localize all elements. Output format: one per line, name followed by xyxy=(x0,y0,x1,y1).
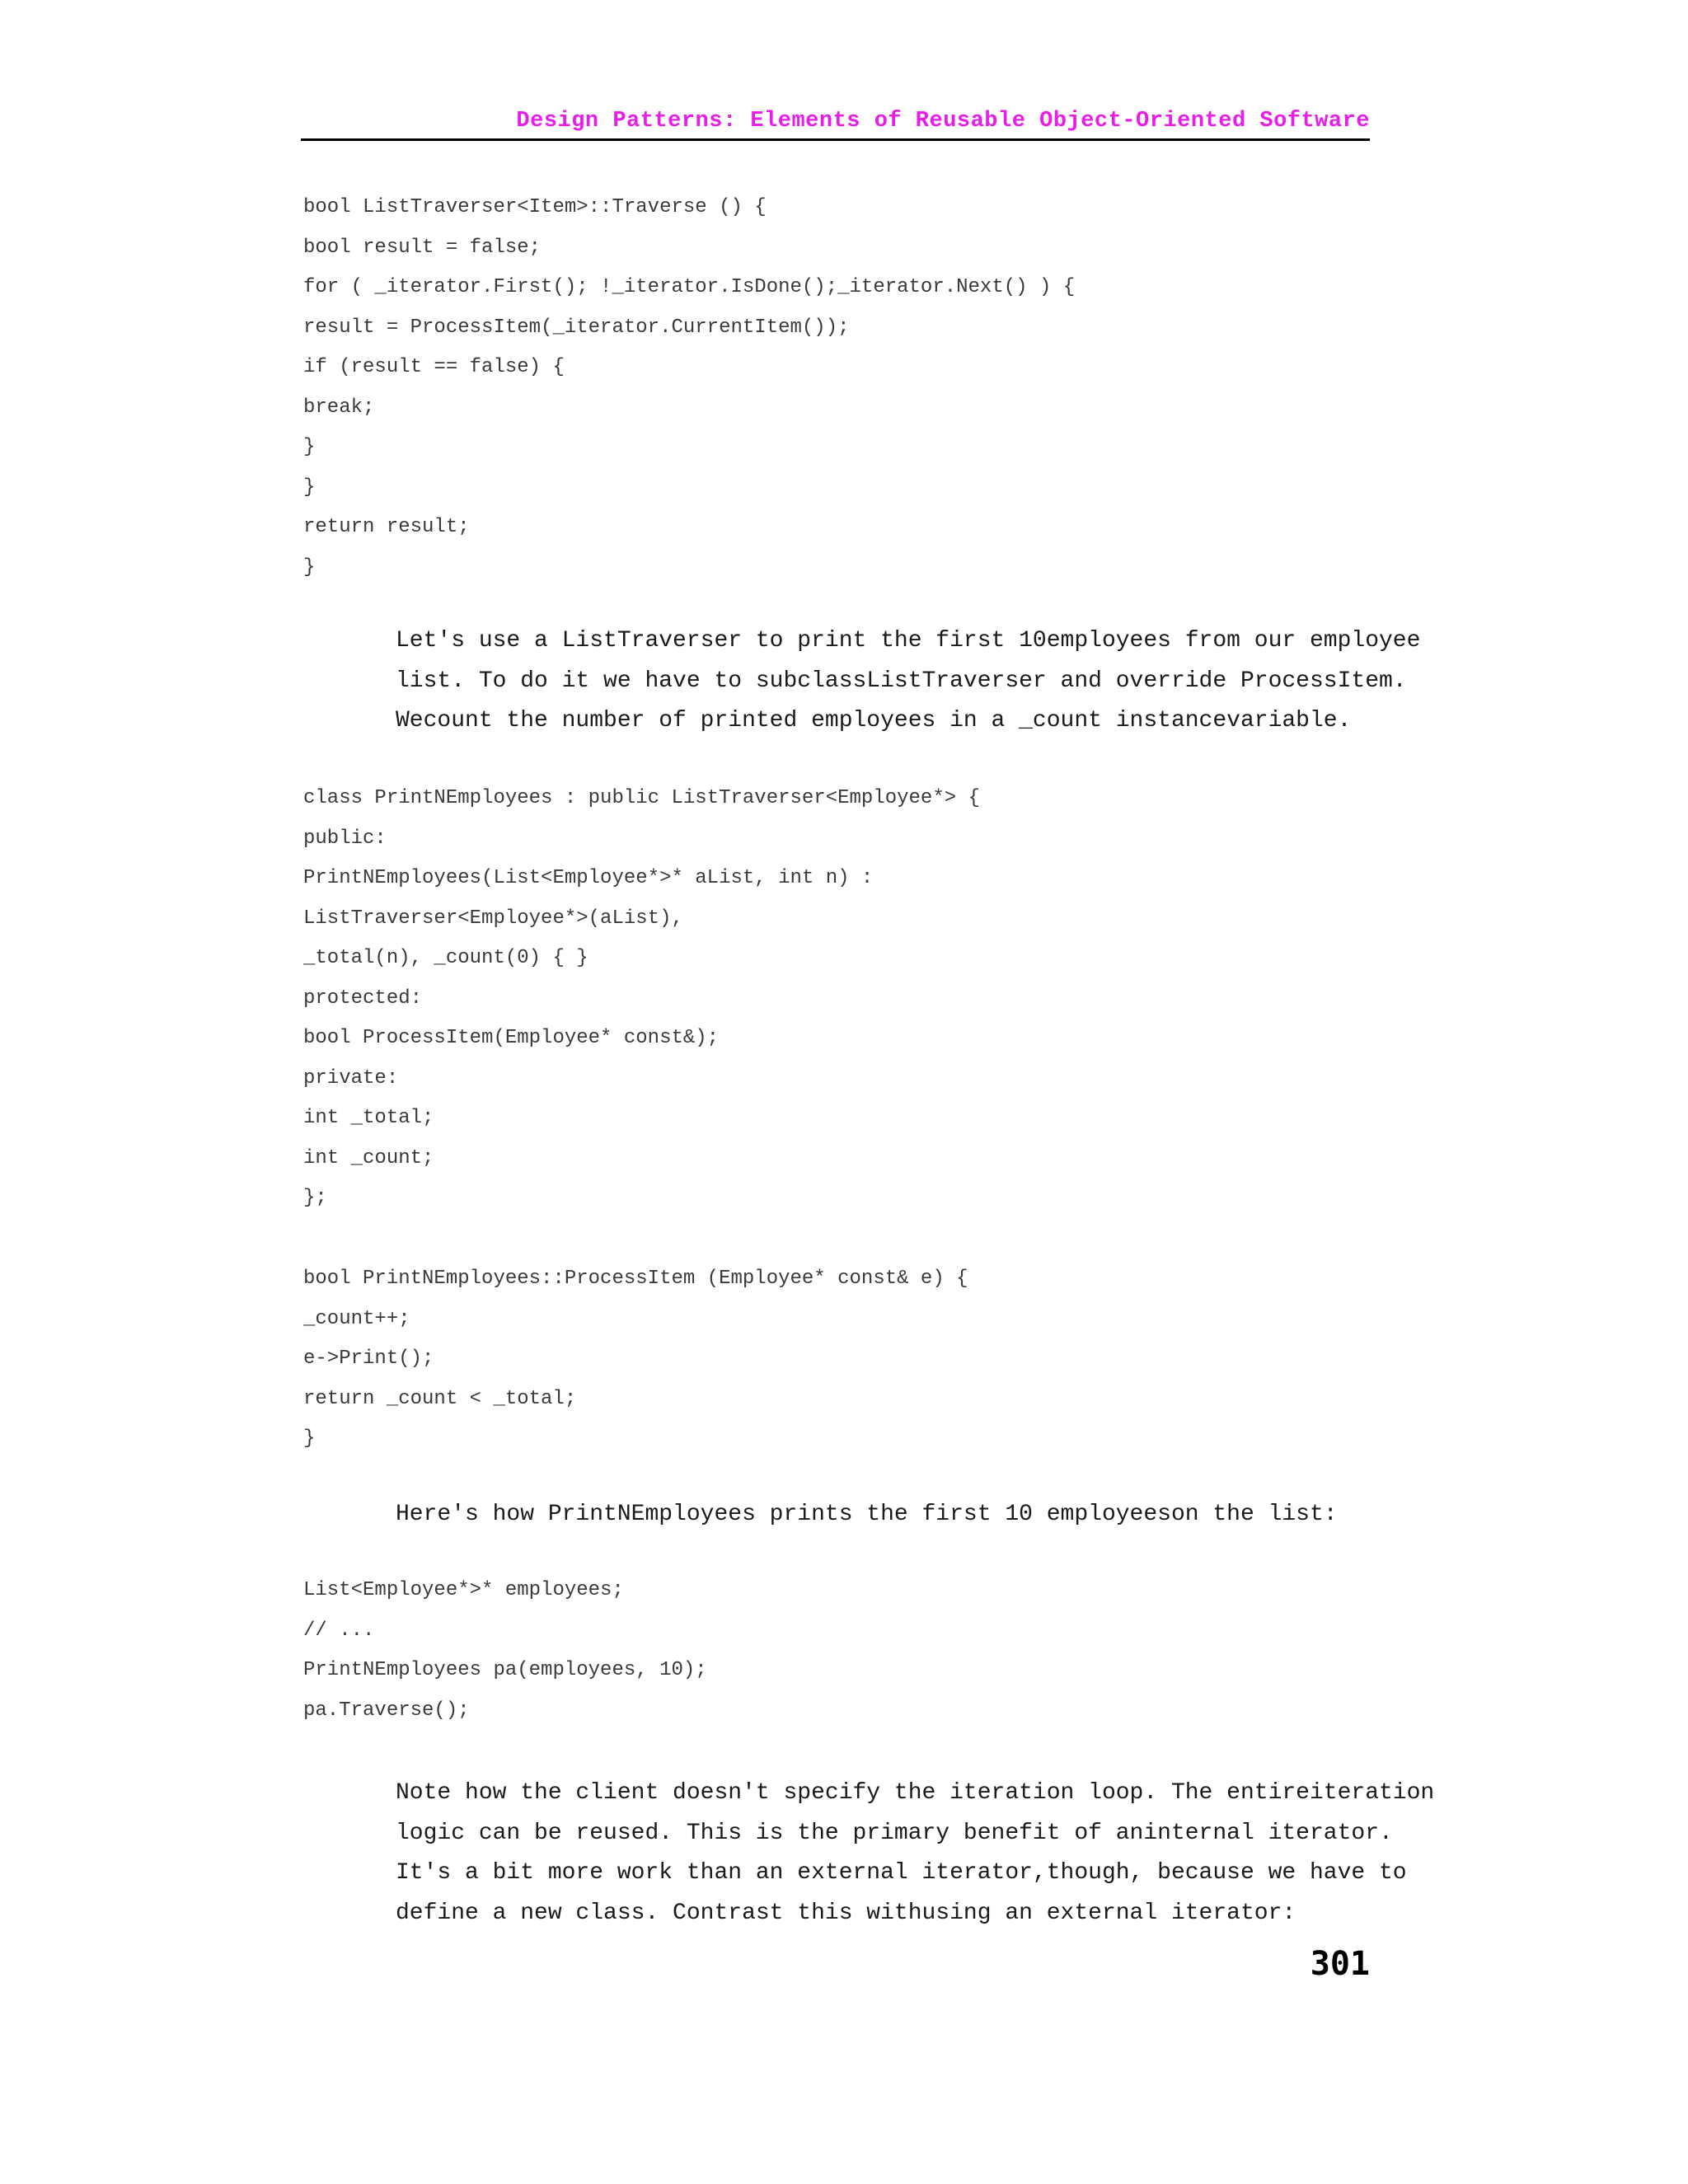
code-line: } xyxy=(303,1427,316,1450)
header-rule xyxy=(301,138,1370,141)
code-line: int _count; xyxy=(303,1146,434,1169)
code-line: class PrintNEmployees : public ListTraverser<Employee*> { xyxy=(303,787,980,809)
paragraph-line: It's a bit more work than an external iterator,though, because we have to xyxy=(396,1860,1407,1886)
code-line: ListTraverser<Employee*>(aList), xyxy=(303,907,683,930)
paragraph-internal-iterator-note xyxy=(396,1774,1435,1933)
code-line: bool PrintNEmployees::ProcessItem (Employee* const& e) { xyxy=(303,1268,968,1290)
code-line: } xyxy=(303,555,316,579)
code-line: pa.Traverse(); xyxy=(303,1699,470,1722)
paragraph-line: define a new class. Contrast this withusing an external iterator: xyxy=(396,1900,1296,1926)
running-header-title: Design Patterns: Elements of Reusable Object-Oriented Software xyxy=(516,109,1370,134)
code-line: return result; xyxy=(303,516,470,538)
code-line: for ( _iterator.First(); !_iterator.IsDone();_iterator.Next() ) { xyxy=(303,276,1076,298)
code-line: bool ProcessItem(Employee* const&); xyxy=(303,1027,720,1049)
code-line: _total(n), _count(0) { } xyxy=(303,947,588,969)
code-line: _count++; xyxy=(303,1307,410,1330)
code-line: if (result == false) { xyxy=(303,356,565,378)
code-block-processitem xyxy=(303,1259,968,1460)
paragraph-list-traverser xyxy=(396,621,1421,742)
code-line: break; xyxy=(303,396,375,419)
paragraph-printn-usage xyxy=(396,1495,1368,1535)
code-line: PrintNEmployees pa(employees, 10); xyxy=(303,1659,707,1681)
code-line: // ... xyxy=(303,1619,375,1642)
paragraph-line: Wecount the number of printed employees in a _count instancevariable. xyxy=(396,708,1352,733)
code-block-traverse xyxy=(303,188,1075,588)
code-line: bool ListTraverser<Item>::Traverse () { xyxy=(303,196,767,218)
paragraph-line: Note how the client doesn't specify the iteration loop. The entireiteration xyxy=(396,1780,1435,1806)
paragraph-line: logic can be reused. This is the primary benefit of aninternal iterator. xyxy=(396,1820,1393,1846)
code-line: } xyxy=(303,436,316,458)
code-line: }; xyxy=(303,1187,327,1209)
code-block-class-printnemployees xyxy=(303,779,980,1219)
code-line: private: xyxy=(303,1066,399,1090)
code-block-usage xyxy=(303,1571,707,1731)
code-line: return _count < _total; xyxy=(303,1387,577,1410)
code-line: bool result = false; xyxy=(303,236,542,259)
page-number: 301 xyxy=(1310,1945,1370,1983)
code-line: int _total; xyxy=(303,1107,434,1129)
code-line: List<Employee*>* employees; xyxy=(303,1579,624,1601)
paragraph-line: Let's use a ListTraverser to print the first 10employees from our employee xyxy=(396,628,1421,654)
code-line: result = ProcessItem(_iterator.CurrentItem()); xyxy=(303,316,850,339)
code-line: } xyxy=(303,476,316,499)
code-line: e->Print(); xyxy=(303,1347,434,1370)
code-line: protected: xyxy=(303,987,423,1010)
code-line: public: xyxy=(303,827,387,850)
paragraph-line: Here's how PrintNEmployees prints the first 10 employeeson the list: xyxy=(396,1502,1338,1527)
code-line: PrintNEmployees(List<Employee*>* aList, int n) : xyxy=(303,867,874,889)
paragraph-line: list. To do it we have to subclassListTraverser and override ProcessItem. xyxy=(396,668,1407,694)
